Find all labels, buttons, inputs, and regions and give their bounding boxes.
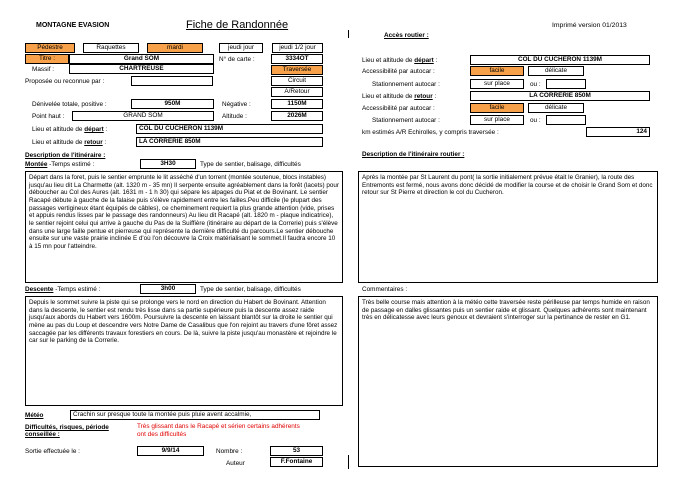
nombre-value: 53 (270, 446, 323, 456)
road-depart-parking-other (546, 79, 586, 89)
negative-label: Négative : (222, 101, 251, 108)
road-retour-value: LA CORRERIE 850M (470, 91, 650, 101)
point-haut-value: GRAND SOM (72, 111, 214, 121)
page-title: Fiche de Randonnée (186, 19, 289, 31)
montee-time: 3H30 (140, 159, 196, 169)
depart-label: Lieu et altitude de départ : (32, 126, 108, 133)
road-title: Accès routier : (384, 32, 429, 39)
type-raquettes: Raquettes (83, 43, 139, 53)
titre-value: Grand SOM (69, 54, 214, 64)
descente-label: Descente -Temps estimé : (25, 286, 101, 293)
descente-description: Depuis le sommet suivre la piste qui se prolonge vers le nord en direction du Habert de Bovinant. Attention dans la descente, le sentier est rendu très lisse dans sa partie supérieure puis la descente assez raide jusqu'aux abords du Habert vers 1600m. Poursuivre la descente en laissant blantôt sur la droite le sentier qui mène au pas du Loup et descendre vers Notre Dame de Casalibus que l'on rejoint au travers d'une fôret assez saccagée par les différents travaux forestiers en cours. De là, suivre la piste jusqu'au monastère et rejoindre le car sur le parking de la Correrie. (25, 296, 343, 406)
massif-value: CHARTREUSE (69, 64, 214, 74)
point-haut-label: Point haut : (32, 113, 65, 120)
road-retour-delicate: délicate (528, 103, 584, 113)
retour-value: LA CORRERIE 850M (136, 137, 323, 147)
road-description: Après la montée par St Laurent du pont( la sortie initialement prévue était le Granier), la route des Entremonts est fermé, nous avons donc décidé de modifier la course et de choisir le Grand Som et donc retour sur St Pierre et direction le col du Cucheron. (358, 171, 658, 283)
road-retour-sur-place: sur place (470, 115, 524, 125)
road-km-value: 124 (586, 127, 650, 137)
road-retour-ou: ou : (530, 117, 541, 124)
difficulties-label: Difficultés, risques, période conseillée : (25, 424, 109, 439)
difficulties-value: Très glissant dans le Racapé et sérien certains adhérents ont des difficultés (137, 423, 300, 438)
auteur-value: F.Fontaine (270, 457, 323, 467)
option-circuit: Circuit (271, 76, 323, 86)
retour-label: Lieu et altitude de retour : (32, 139, 107, 146)
descente-type: Type de sentier, balisage, difficultés (200, 286, 301, 293)
column-separator-bottom (348, 455, 349, 469)
montee-label: Montée -Temps estimé : (25, 161, 95, 168)
road-retour-label: Lieu et altitude de retour : (362, 93, 437, 100)
option-aller-retour: A/Retour (271, 87, 323, 97)
meteo-value: Crachin sur presque toute la montée puis pluie avent accalmie, (70, 410, 320, 420)
carte-label: N° de carte : (219, 56, 255, 63)
auteur-label: Auteur (226, 460, 245, 467)
day-jeudi-jour: jeudi jour (219, 43, 263, 53)
montee-description: Départ dans la foret, puis le sentier emprunte le lit asséché d'un torrent (montée soutenue, blocs instables) jusqu'au lieu dit La Charmette (alt. 1320 m - 35 mn) Il serpente ensuite agréablement dans la forêt (lacets) pour déboucher au Col des Aures (alt. 1631 m - 1 h 30) qui sépare les alpages du Piat et de Bovinant. Le sentier Racapé débute à gauche de la falaise puis s'élève rapidement entre les failles.Peu difficile (le plupart des passages vertigineux étant équipés de câbles), ce cheminement requiert la plus grande attention (vide, prises et appuis rendus lisses par le passage des randonneurs) Au lieu dit Racapé (alt. 1820 m - plaque indicatrice), le sentier rejoint celui qui arrive à gauche du Pas de la Suiffière (itinéraire au départ de la Correrie) puis s'élève dans une large faille pentue et pierreuse qui représente la dernière difficulté du parcours.Le sentier débouche ensuite sur une vaste prairie inclinée E d'où l'on découvre la Croix matérialisant le sommet.Il faudra encore 10 à 15 mn pour l'atteindre. (25, 171, 343, 283)
road-depart-delicate: délicate (528, 66, 584, 76)
road-depart-value: COL DU CUCHERON 1139M (470, 55, 650, 65)
road-depart-facile: facile (470, 66, 524, 76)
nombre-label: Nombre : (216, 448, 243, 455)
road-retour-parking-other (546, 115, 586, 125)
road-depart-label: Lieu et altitude de départ : (362, 57, 438, 64)
column-separator (348, 30, 349, 38)
road-desc-title: Description de l'itinéraire routier : (362, 151, 465, 158)
road-access-label: Accessibilité par autocar : (362, 68, 435, 75)
print-version: Imprimé version 01/2013 (552, 22, 627, 29)
day-mardi: mardi (147, 43, 203, 53)
day-jeudi-half: jeudi 1/2 jour (272, 43, 323, 53)
road-parking-label: Stationnement autocar : (372, 81, 440, 88)
road-parking-label-2: Stationnement autocar : (372, 117, 440, 124)
depart-value: COL DU CUCHERON 1139M (136, 124, 323, 134)
date-value: 9/9/14 (137, 446, 204, 456)
denivele-label: Dénivelée totale, positive : (32, 101, 107, 108)
road-depart-ou: ou : (530, 81, 541, 88)
option-traversee: Traversée (271, 65, 323, 75)
altitude-label: Altitude : (222, 113, 247, 120)
type-pedestre: Pédestre (25, 43, 75, 53)
negative-value: 1150M (271, 99, 323, 109)
road-km-label: km estimés A/R Echirolles, y compris traversée : (362, 129, 499, 136)
date-label: Sortie effectuée le : (25, 448, 80, 455)
road-retour-facile: facile (470, 103, 524, 113)
massif-label: Massif : (32, 66, 55, 73)
comments-text: Très belle course mais attention à la météo cette traversée reste périlleuse par temps humide en raison de passage en dalles glissantes puis un sentier raide et glissant. Quelques adhérents sont maintenant très en délicatesse avec leurs genoux et devraient s'interroger sur la pertinance de rester en G1. (358, 296, 658, 467)
carte-value: 3334OT (271, 54, 323, 64)
descente-time: 3h00 (140, 284, 196, 294)
itinerary-title: Description de l'itinéraire : (25, 152, 106, 159)
altitude-value: 2026M (271, 111, 323, 121)
meteo-label: Météo (25, 412, 44, 419)
org-name: MONTAGNE EVASION (36, 22, 110, 29)
denivele-value: 950M (131, 99, 214, 109)
road-access-label-2: Accessibilité par autocar : (362, 105, 435, 112)
comments-label: Commentaires : (362, 286, 408, 293)
propose-value (131, 76, 213, 86)
road-depart-sur-place: sur place (470, 79, 524, 89)
titre-label: Titre : (25, 54, 69, 64)
propose-label: Proposée ou reconnue par : (25, 78, 105, 85)
montee-type: Type de sentier, balisage, difficultés (200, 161, 301, 168)
